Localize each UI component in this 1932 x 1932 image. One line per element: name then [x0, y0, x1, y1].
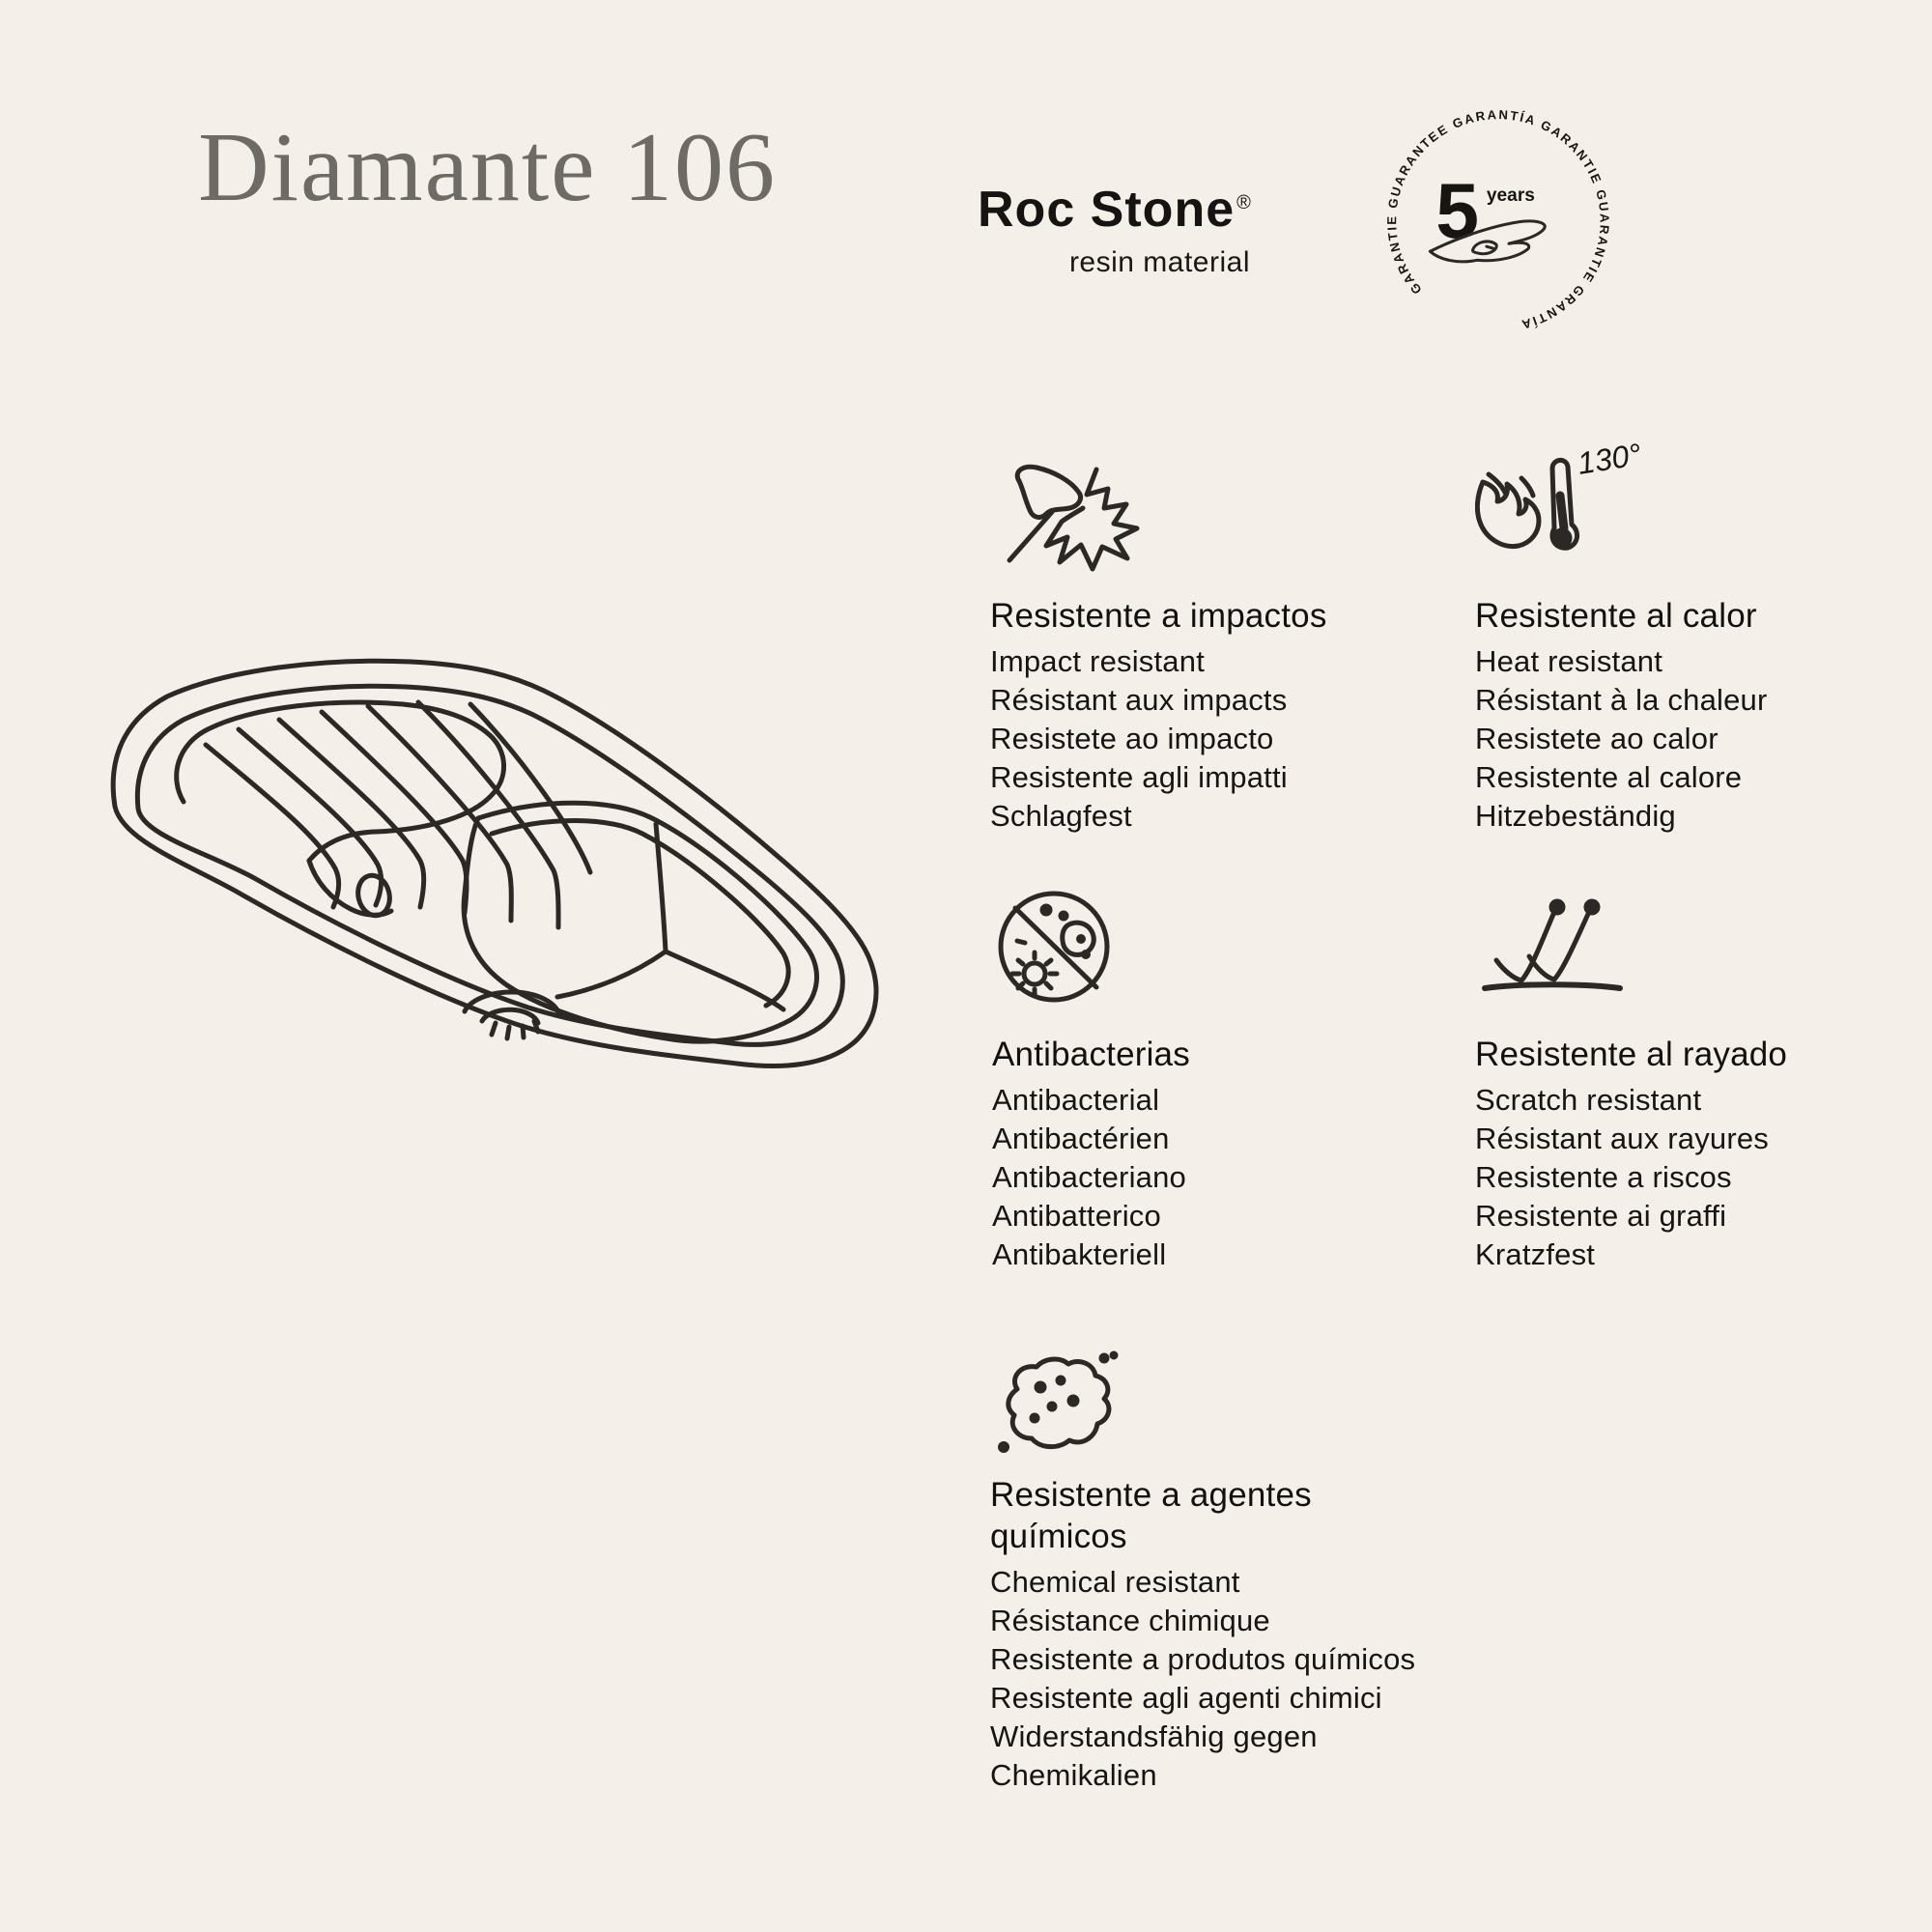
feature-title: Resistente al rayado: [1475, 1036, 1788, 1073]
translation-line: Resistente al calore: [1475, 760, 1743, 794]
registered-trademark-icon: ®: [1236, 191, 1251, 213]
feature-chemical-resistant: [990, 1350, 1420, 1795]
translation-line: Schlagfest: [990, 799, 1132, 833]
translation-line: Resistente a produtos químicos: [990, 1642, 1416, 1676]
translation-line: Resistente ai graffi: [1475, 1199, 1727, 1233]
translation-line: Antibactérien: [992, 1122, 1170, 1155]
page-title: Diamante 106: [198, 113, 777, 222]
translation-line: Antibacterial: [992, 1083, 1160, 1117]
feature-scratch-resistant: [1475, 895, 1929, 1274]
brand-subtitle: resin material: [1068, 245, 1250, 278]
translation-line: Heat resistant: [1475, 644, 1663, 678]
feature-antibacterial: [992, 887, 1446, 1274]
sink-line-drawing: [92, 633, 894, 1092]
translation-line: Scratch resistant: [1475, 1083, 1702, 1117]
translation-line: Impact resistant: [990, 644, 1206, 678]
feature-translations: [1475, 642, 1929, 836]
feature-title: Resistente al calor: [1475, 597, 1757, 635]
translation-line: Hitzebeständig: [1475, 799, 1676, 833]
hammer-impact-icon: [990, 454, 1154, 580]
translation-line: Kratzfest: [1475, 1237, 1596, 1271]
translation-line: Widerstandsfähig gegen Chemikalien: [990, 1719, 1318, 1792]
badge-ring-text: GARANTIE GUARANTEE GARANTÍA GARANTIE GUARANTIE GRANTÍA: [1384, 107, 1612, 333]
translation-line: Résistant aux impacts: [990, 683, 1288, 717]
guarantee-badge: [1372, 95, 1625, 348]
feature-title: Antibacterias: [992, 1036, 1190, 1073]
translation-line: Resistente agli impatti: [990, 760, 1288, 794]
feature-translations: [1475, 1081, 1929, 1274]
feature-translations: [990, 1563, 1420, 1795]
feature-translations: [992, 1081, 1446, 1274]
badge-years-label: years: [1486, 185, 1535, 206]
flame-thermometer-icon: [1475, 440, 1668, 565]
translation-line: Antibacteriano: [992, 1160, 1186, 1194]
translation-line: Resistente a riscos: [1475, 1160, 1732, 1194]
no-bacteria-icon: [992, 887, 1118, 1012]
translation-line: Résistant aux rayures: [1475, 1122, 1769, 1155]
chemical-splash-icon: [990, 1350, 1125, 1462]
scratch-nails-icon: [1475, 895, 1630, 1001]
feature-translations: [990, 642, 1444, 836]
translation-line: Antibatterico: [992, 1199, 1161, 1233]
translation-line: Résistance chimique: [990, 1604, 1270, 1637]
translation-line: Chemical resistant: [990, 1565, 1240, 1599]
translation-line: Resistete ao impacto: [990, 722, 1274, 755]
brand-logo: [978, 184, 1252, 279]
temperature-label: 130°: [1575, 440, 1644, 481]
translation-line: Résistant à la chaleur: [1475, 683, 1768, 717]
feature-impact-resistant: [990, 454, 1444, 836]
brand-name-text: Roc Stone: [978, 182, 1236, 238]
brand-name: [978, 184, 1252, 237]
badge-years-number: 5: [1435, 168, 1480, 256]
translation-line: Resistente agli agenti chimici: [990, 1681, 1382, 1715]
translation-line: Antibakteriell: [992, 1237, 1167, 1271]
feature-heat-resistant: [1475, 440, 1929, 836]
feature-title: Resistente a agentes químicos: [990, 1476, 1312, 1555]
translation-line: Resistete ao calor: [1475, 722, 1719, 755]
feature-title: Resistente a impactos: [990, 597, 1327, 635]
